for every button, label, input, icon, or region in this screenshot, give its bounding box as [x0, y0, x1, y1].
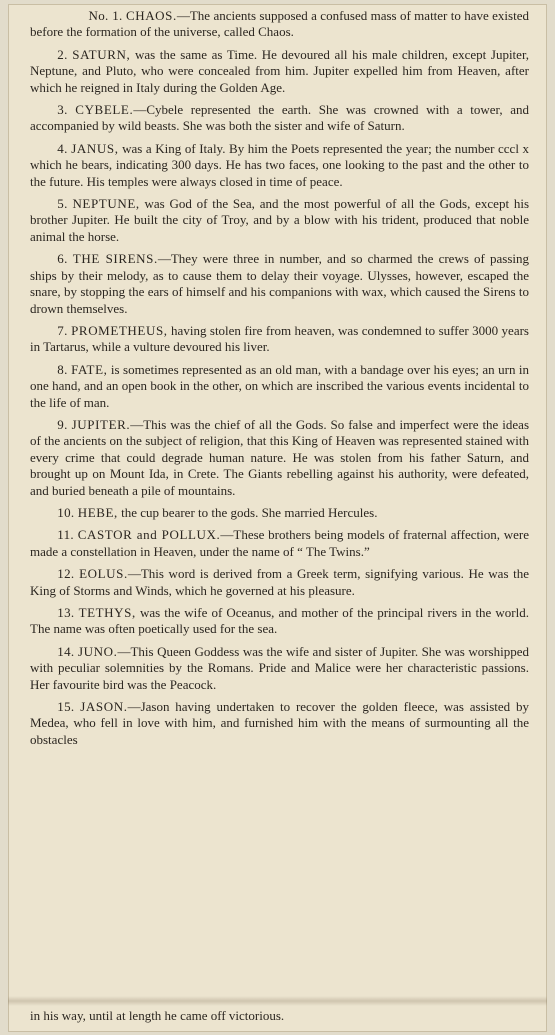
entry-7	[30, 323, 529, 356]
entry-text: was a King of Italy. By him the Poets represented the year; the number cccl x which he bears, indicating 300 days. He has two faces, one looking to the past and the other to the future. His temples were always closed in time of peace.	[30, 140, 530, 189]
entry-14	[30, 644, 529, 693]
entry-text: —Cybele represented the earth. She was crowned with a tower, and accompanied by wild beasts. She was both the sister and wife of Saturn.	[30, 102, 529, 134]
entry-number: 10.	[57, 504, 75, 520]
entry-number: 7.	[57, 322, 68, 338]
entry-name: JUNO.	[77, 643, 118, 659]
entry-number: 3.	[57, 102, 68, 118]
entry-number: 14.	[57, 643, 75, 659]
entry-name: NEPTUNE,	[72, 196, 140, 212]
entry-name: EOLUS.	[79, 566, 128, 582]
entry-name: SATURN,	[72, 46, 131, 62]
entry-text: was the same as Time. He devoured all his male children, except Jupiter, Neptune, and Pluto, who were concealed from him. Jupiter expelled him from Heaven, after which he reigned in Italy during the Golden Age.	[30, 46, 530, 95]
entry-11	[30, 527, 529, 560]
entry-3	[30, 102, 529, 135]
entry-4	[30, 141, 529, 190]
entry-text: the cup bearer to the gods. She married Hercules.	[117, 504, 378, 520]
entry-text: is sometimes represented as an old man, with a bandage over his eyes; an urn in one hand, and an open book in the other, on which are inscribed the various events incidental to the life of man.	[30, 361, 529, 410]
printed-sheet	[8, 4, 547, 1032]
entry-15	[30, 699, 529, 748]
entry-number: 6.	[57, 251, 68, 267]
entry-number: 9.	[57, 416, 68, 432]
entry-text: —They were three in number, and so charmed the crews of passing ships by their melody, as to cause them to delay their voyage. Ulysses, however, escaped the snare, by stopping the ears of himself and his companions with wax, which caused the Sirens to drown themselves.	[30, 251, 530, 316]
entry-name: JANUS,	[71, 140, 119, 156]
entry-name: CYBELE.	[75, 102, 134, 118]
entry-name: JUPITER.	[71, 416, 131, 432]
entry-13	[30, 605, 529, 638]
entry-name: FATE,	[71, 361, 108, 377]
entry-number: 15.	[57, 699, 75, 715]
entry-8	[30, 362, 529, 411]
entry-name: CHAOS.	[125, 8, 177, 23]
entry-text: having stolen fire from heaven, was condemned to suffer 3000 years in Tartarus, while a vulture devoured his liver.	[30, 322, 529, 355]
entry-text: was God of the Sea, and the most powerful of all the Gods, except his brother Jupiter. He built the city of Troy, and by a blow with his trident, produced that noble animal the horse.	[30, 196, 529, 244]
entry-number: No. 1.	[88, 8, 123, 23]
entry-number: 13.	[57, 605, 75, 620]
continuation-line: in his way, until at length he came off victorious.	[30, 1008, 285, 1023]
entry-name: HEBE,	[77, 504, 118, 520]
entry-text: —The ancients supposed a confused mass of matter to have existed before the formation of the universe, called Chaos.	[30, 8, 529, 40]
entry-10	[30, 505, 529, 521]
entry-name: CASTOR and POLLUX.	[77, 527, 221, 543]
entry-name: TETHYS,	[78, 605, 136, 620]
entry-text: —This was the chief of all the Gods. So false and imperfect were the ideas of the ancients on the subject of religion, that this King of Heaven was represented stained with every crime that could degrade human nature. He was stolen from his father Saturn, and brought up on Mount Ida, in Crete. The Giants rebelling against his authority, were defeated, and buried beneath a pile of mountains.	[30, 416, 529, 498]
entry-6	[30, 251, 529, 317]
entry-name: JASON.	[80, 699, 128, 715]
entry-text: —This Queen Goddess was the wife and sister of Jupiter. She was worshipped with peculiar solemnities by the Romans. Pride and Malice were her characteristic passions. Her favourite bird was the Peacock.	[30, 643, 529, 692]
entry-number: 4.	[57, 140, 68, 156]
entry-1	[30, 8, 529, 41]
entry-name: PROMETHEUS,	[71, 322, 168, 338]
entry-number: 12.	[57, 566, 75, 582]
entry-number: 8.	[57, 361, 68, 377]
entry-5	[30, 196, 529, 245]
entry-number: 11.	[57, 527, 74, 543]
paper-fold	[8, 996, 547, 1006]
entry-name: THE SIRENS.	[72, 251, 158, 267]
entry-12	[30, 566, 529, 599]
entry-text: —These brothers being models of fraternal affection, were made a constellation in Heaven, under the name of “ The Twins.”	[30, 527, 530, 559]
entry-2	[30, 47, 529, 96]
entry-text: —This word is derived from a Greek term, signifying various. He was the King of Storms and Winds, which he governed at his pleasure.	[30, 566, 530, 598]
entry-text: —Jason having undertaken to recover the golden fleece, was assisted by Medea, who fell in love with him, and furnished him with the means of surmounting all the obstacles	[30, 699, 529, 747]
entries-list	[30, 8, 529, 754]
entry-number: 2.	[57, 46, 68, 62]
entry-9	[30, 417, 529, 499]
entry-text: was the wife of Oceanus, and mother of the principal rivers in the world. The name was often poetically used for the sea.	[30, 605, 530, 637]
entry-number: 5.	[57, 196, 68, 212]
